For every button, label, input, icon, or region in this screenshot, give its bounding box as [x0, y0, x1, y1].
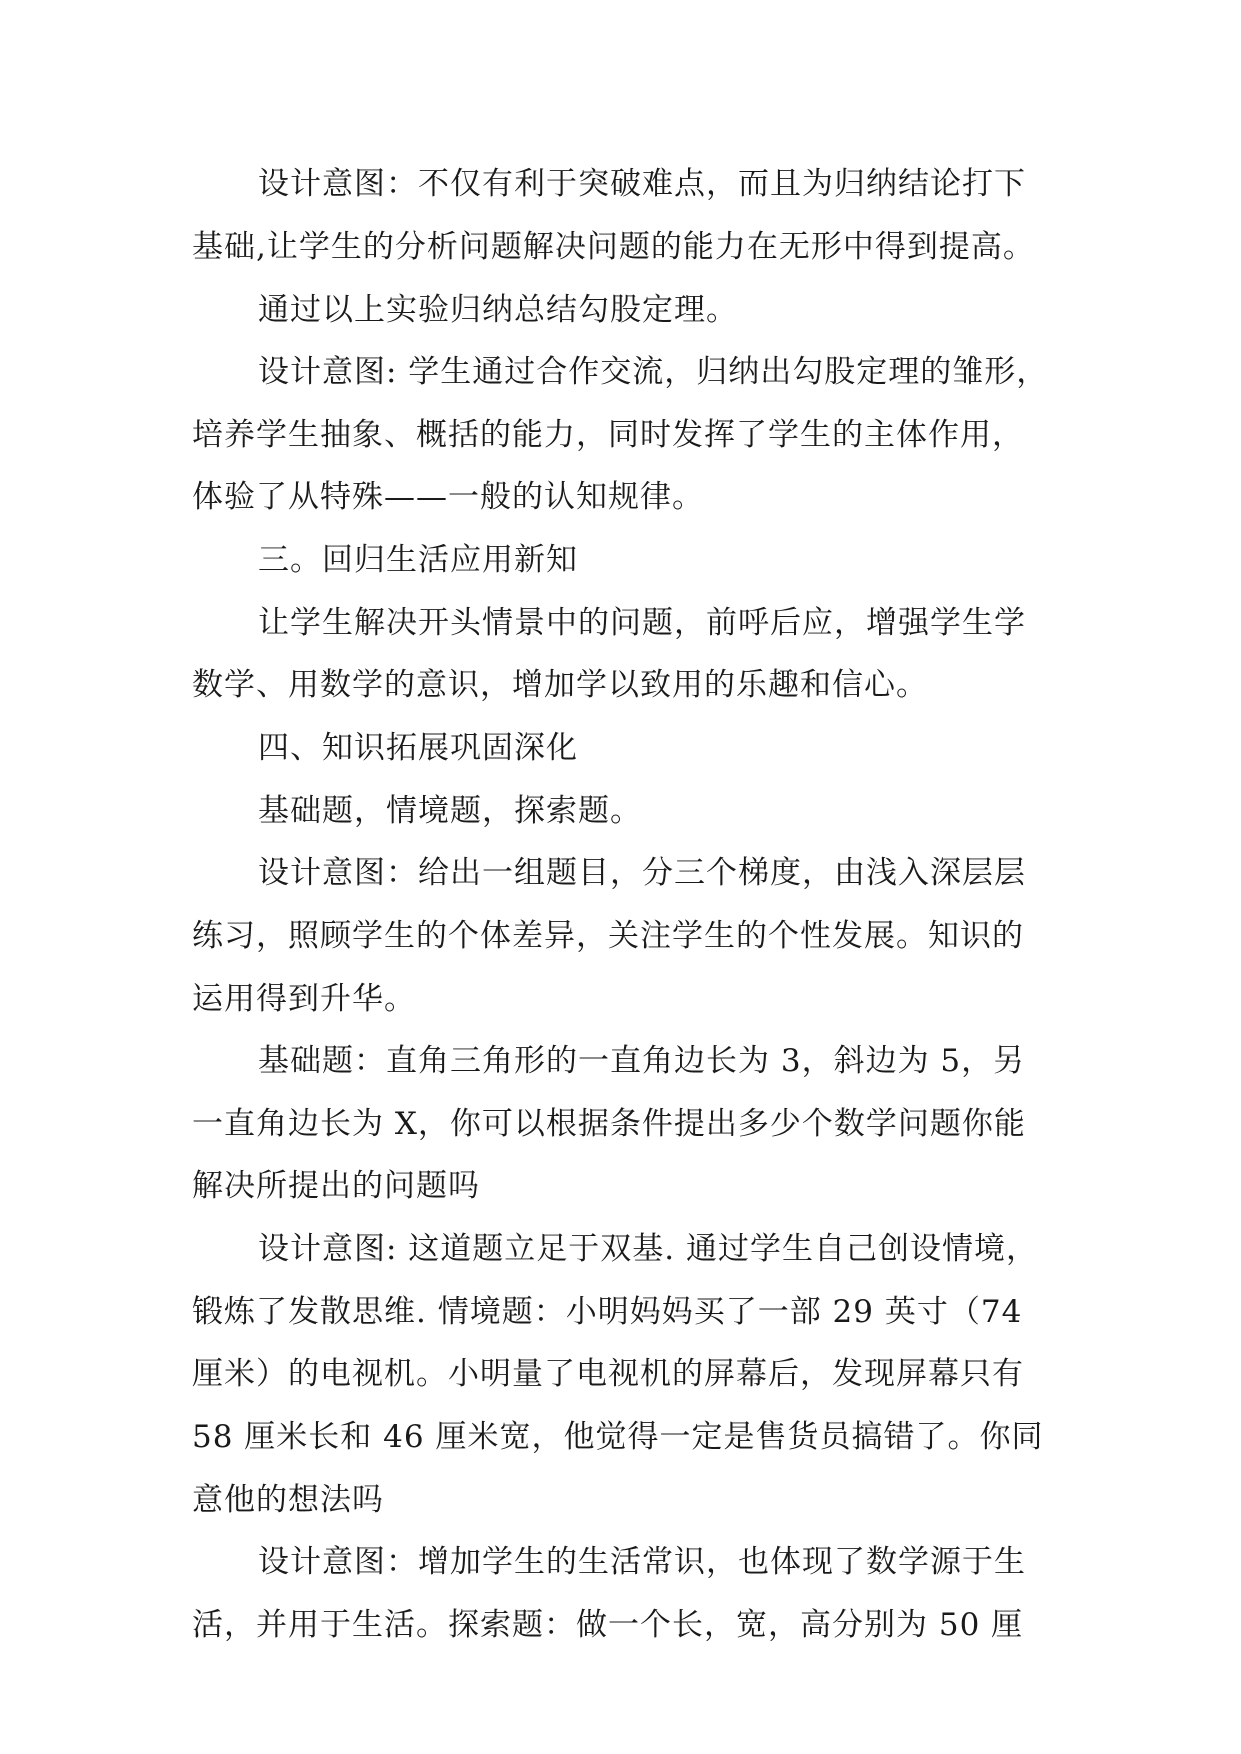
paragraph-line: 设计意图: 学生通过合作交流，归纳出勾股定理的雏形，	[258, 354, 1049, 390]
paragraph-line: 培养学生抽象、概括的能力，同时发挥了学生的主体作用，	[192, 417, 1024, 453]
paragraph-line: 基础题：直角三角形的一直角边长为 3，斜边为 5，另	[258, 1043, 1026, 1079]
paragraph-line: 一直角边长为 X，你可以根据条件提出多少个数学问题你能	[192, 1106, 1026, 1142]
paragraph-line: 厘米）的电视机。小明量了电视机的屏幕后，发现屏幕只有	[192, 1356, 1024, 1392]
paragraph-line: 练习，照顾学生的个体差异，关注学生的个性发展。知识的	[192, 918, 1024, 954]
paragraph-line: 设计意图: 这道题立足于双基. 通过学生自己创设情境，	[258, 1231, 1039, 1267]
section-heading: 四、知识拓展巩固深化	[258, 730, 578, 766]
paragraph-line: 58 厘米长和 46 厘米宽，他觉得一定是售货员搞错了。你同	[192, 1419, 1044, 1455]
paragraph-line: 通过以上实验归纳总结勾股定理。	[258, 292, 738, 328]
paragraph-line: 运用得到升华。	[192, 981, 416, 1017]
paragraph-line: 数学、用数学的意识，增加学以致用的乐趣和信心。	[192, 667, 928, 703]
paragraph-line: 体验了从特殊——一般的认知规律。	[192, 479, 704, 515]
paragraph-line: 解决所提出的问题吗	[192, 1168, 480, 1204]
paragraph-line: 基础题，情境题，探索题。	[258, 793, 642, 829]
paragraph-line: 让学生解决开头情景中的问题，前呼后应，增强学生学	[258, 605, 1026, 641]
paragraph-line: 设计意图：增加学生的生活常识，也体现了数学源于生	[258, 1544, 1026, 1580]
paragraph-line: 设计意图：给出一组题目，分三个梯度，由浅入深层层	[258, 855, 1026, 891]
paragraph-line: 意他的想法吗	[192, 1482, 384, 1518]
paragraph-line: 设计意图：不仅有利于突破难点，而且为归纳结论打下	[258, 166, 1026, 202]
paragraph-line: 锻炼了发散思维. 情境题：小明妈妈买了一部 29 英寸（74	[192, 1294, 1023, 1330]
paragraph-line: 活，并用于生活。探索题：做一个长，宽，高分别为 50 厘	[192, 1607, 1024, 1643]
section-heading: 三。回归生活应用新知	[258, 542, 578, 578]
paragraph-line: 基础,让学生的分析问题解决问题的能力在无形中得到提高。	[192, 229, 1035, 265]
